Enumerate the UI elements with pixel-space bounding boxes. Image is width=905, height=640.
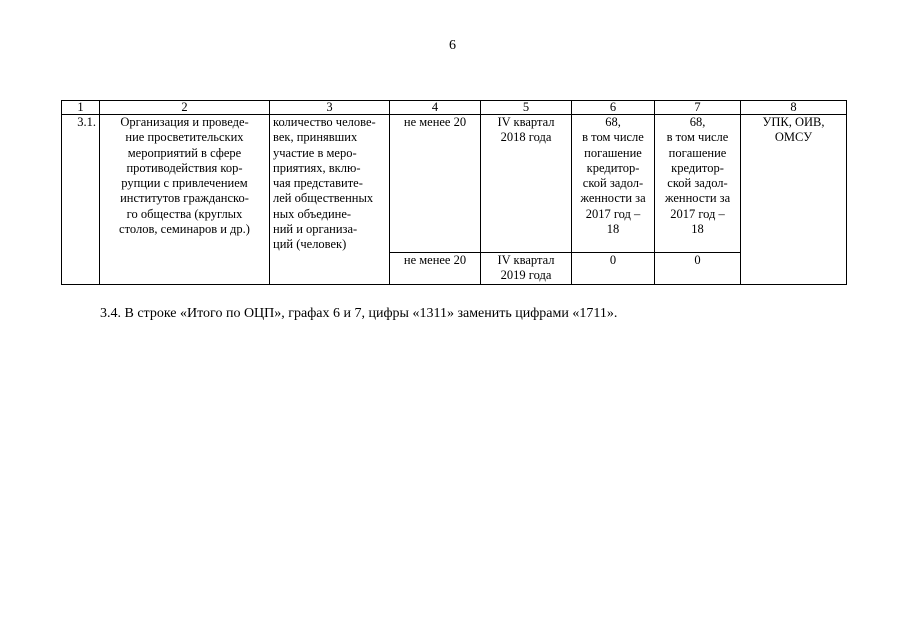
text-line: приятиях, вклю-	[273, 160, 361, 175]
executors-cell	[741, 115, 847, 285]
text-line: 2019 года	[500, 268, 552, 283]
text-line: противодействия кор-	[126, 160, 243, 175]
column-header: 7	[655, 101, 741, 115]
amendment-table	[61, 100, 847, 285]
text-line: в том числе	[666, 130, 729, 145]
column-header: 6	[572, 101, 655, 115]
text-line: IV квартал	[497, 115, 555, 129]
text-line: кредитор-	[671, 160, 724, 175]
indicator-cell	[270, 115, 390, 285]
row-number: 3.1.	[77, 115, 96, 129]
text-line: ской задол-	[582, 176, 644, 191]
row-number-cell	[62, 115, 100, 285]
target-cell	[390, 253, 481, 285]
text-line: мероприятий в сфере	[127, 145, 242, 160]
target-value: не менее 20	[403, 115, 467, 129]
amendment-note: 3.4. В строке «Итого по ОЦП», графах 6 и 7, цифры «1311» заменить цифрами «1711».	[100, 306, 618, 321]
text-line: чая представите-	[273, 176, 363, 191]
text-line: 18	[691, 222, 704, 237]
text-line: 2017 год –	[670, 206, 725, 221]
text-line: век, принявших	[273, 130, 358, 145]
text-line: 0	[694, 253, 701, 267]
page-number: 6	[449, 38, 456, 53]
column-header: 1	[62, 101, 100, 115]
column-6-cell	[572, 253, 655, 285]
column-header: 2	[100, 101, 270, 115]
column-header: 4	[390, 101, 481, 115]
text-line: ОМСУ	[774, 130, 813, 145]
period-cell	[481, 253, 572, 285]
text-line: IV квартал	[497, 253, 555, 267]
text-line: ской задол-	[667, 176, 728, 191]
text-line: участие в меро-	[273, 145, 357, 160]
text-line: в том числе	[582, 130, 644, 145]
text-line: 68,	[689, 115, 706, 129]
text-line: институтов гражданско-	[120, 191, 249, 206]
text-line: женности за	[664, 191, 731, 206]
text-line: УПК, ОИВ,	[762, 115, 825, 129]
text-line: количество челове-	[273, 115, 376, 129]
text-line: го общества (круглых	[126, 206, 243, 221]
period-cell	[481, 115, 572, 253]
column-7-cell	[655, 253, 741, 285]
column-7-cell	[655, 115, 741, 253]
text-line: ние просветительских	[125, 130, 244, 145]
text-line: лей общественных	[273, 191, 374, 206]
column-6-cell	[572, 115, 655, 253]
text-line: 0	[609, 253, 617, 267]
text-line: погашение	[668, 145, 727, 160]
text-line: Организация и проведе-	[120, 115, 249, 129]
text-line: женности за	[580, 191, 646, 206]
text-line: 68,	[605, 115, 621, 129]
column-header: 3	[270, 101, 390, 115]
target-value: не менее 20	[403, 253, 467, 267]
text-line: погашение	[584, 145, 642, 160]
text-line: ний и организа-	[273, 222, 358, 237]
table-row	[62, 115, 847, 253]
text-line: ций (человек)	[273, 237, 347, 252]
target-cell	[390, 115, 481, 253]
text-line: 2018 года	[500, 130, 552, 145]
text-line: столов, семинаров и др.)	[119, 222, 250, 237]
column-header: 8	[741, 101, 847, 115]
measure-cell	[100, 115, 270, 285]
text-line: 18	[606, 222, 620, 237]
column-header: 5	[481, 101, 572, 115]
text-line: 2017 год –	[585, 206, 641, 221]
text-line: кредитор-	[586, 160, 640, 175]
text-line: ных объедине-	[273, 206, 352, 221]
text-line: рупции с привлечением	[121, 176, 248, 191]
column-number-row	[62, 101, 847, 115]
